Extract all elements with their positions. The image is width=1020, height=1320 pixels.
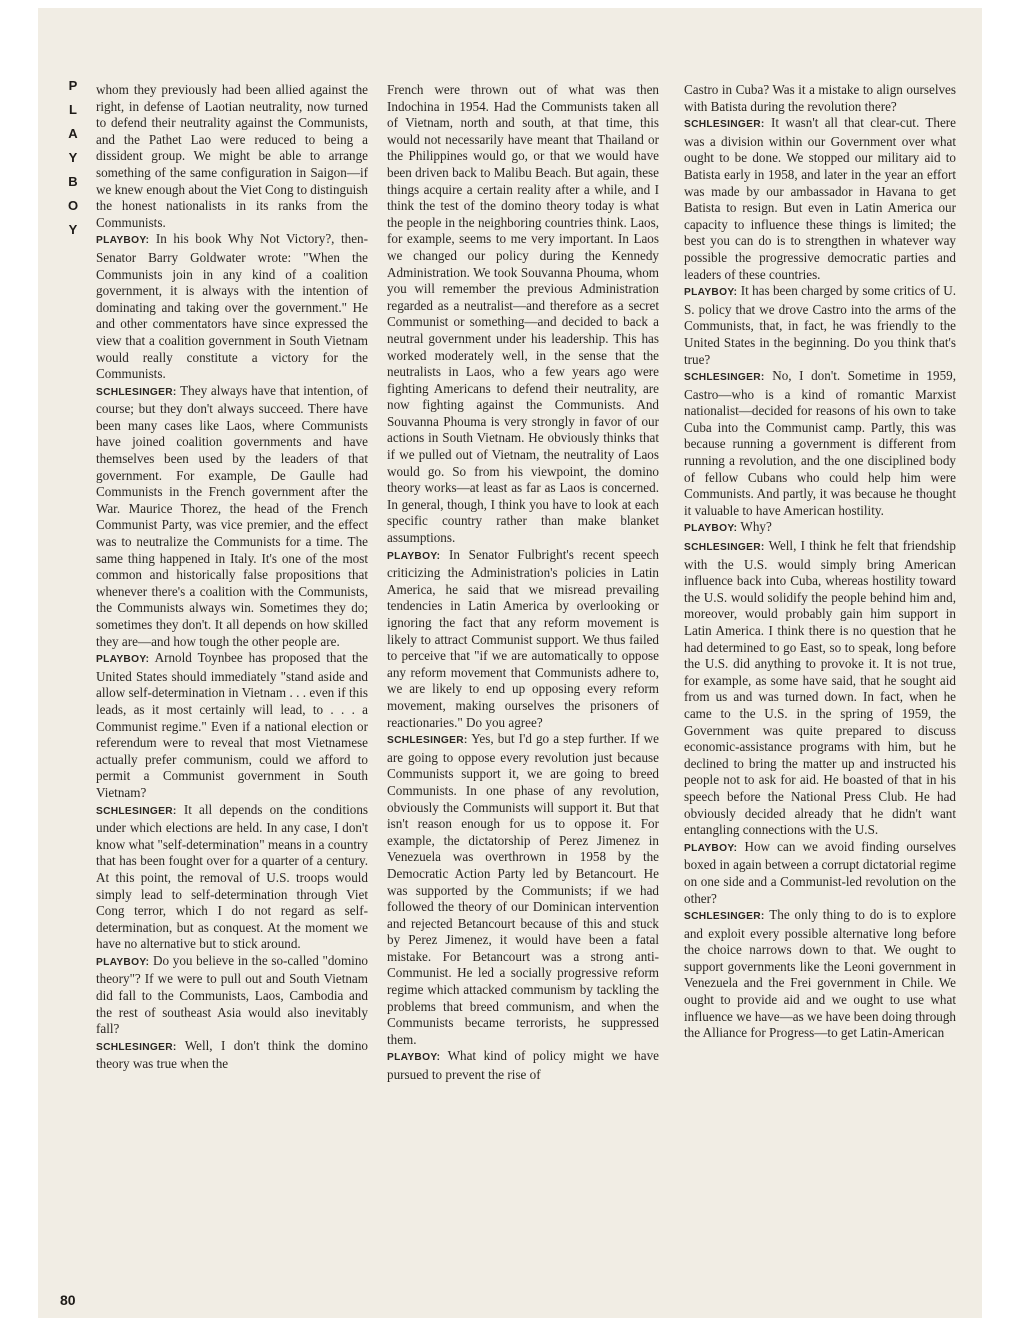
paragraph-text: In his book Why Not Victory?, then-Senator Barry Goldwater wrote: "When the Communists join in any kind of a coalition government, it is always with the intention of dominating and taking over the government." He and other commentators have since expressed the view that a coalition government in South Vietnam would really constitute a victory for the Communists. bbox=[96, 231, 368, 382]
speaker-label: PLAYBOY: bbox=[684, 842, 738, 854]
paragraph-text: The only thing to do is to explore and exploit every possible alternative long before the choice narrows down to that. We ought to support governments like the Leoni government in Venezuela and the Frei government in Chile. We ought to provide aid and we ought to use what influence we have—as we have been doing through the Alliance for Progress—to get Latin-American bbox=[684, 907, 956, 1041]
speaker-label: SCHLESINGER: bbox=[96, 386, 177, 398]
interview-paragraph bbox=[96, 802, 368, 953]
interview-paragraph bbox=[96, 953, 368, 1038]
interview-paragraph bbox=[96, 231, 368, 382]
paragraph-text: What kind of policy might we have pursued to prevent the rise of bbox=[387, 1048, 659, 1083]
speaker-label: PLAYBOY: bbox=[387, 1052, 441, 1064]
interview-paragraph bbox=[387, 1048, 659, 1083]
text-column-3 bbox=[684, 82, 956, 1304]
interview-paragraph bbox=[684, 115, 956, 283]
speaker-label: SCHLESINGER: bbox=[684, 119, 765, 131]
speaker-label: PLAYBOY: bbox=[96, 956, 150, 968]
paragraph-text: French were thrown out of what was then Indochina in 1954. Had the Communists taken all of Vietnam, north and south, at that time, this would not necessarily have meant that Thailand or the Philippines would go, or that we would have been driven back to Malibu Beach. But again, these things acquire a certain reality after a while, and I think the test of the domino theory today is what the people in the neighboring countries think. Laos, for example, seems to me very important. In Laos we changed our policy during the Kennedy Administration. We took Souvanna Phouma, whom you will remember the previous Administration regarded as a neutralist—and therefore as a secret Communist or something—and decided to back a neutral government under his leadership. This has worked moderately well, in the sense that the neutralists in Laos, who a few years ago were fighting Americans to defend their neutrality, are now fighting against the Communists. And Souvanna Phouma is very strongly in favor of our actions in South Vietnam. He obviously thinks that if we pulled out of Vietnam, the neutrality of Laos would go. So from his viewpoint, the domino theory works—at least as far as Laos is concerned. In general, though, I think you have to look at each specific country rather than make blanket assumptions. bbox=[387, 82, 659, 546]
speaker-label: SCHLESINGER: bbox=[684, 542, 765, 554]
interview-paragraph bbox=[96, 383, 368, 651]
interview-paragraph bbox=[387, 82, 659, 547]
paragraph-text: Yes, but I'd go a step further. If we are going to oppose every revolution just because Communists support it, we are going to breed Communists. In one phase of any revolution, obviously the Communists will support it. But that isn't reason enough for us to oppose it. For example, the dictatorship of Perez Jimenez in Venezuela was overthrown in 1958 by the Democratic Action Party led by Betancourt. He was supported by the Communists; if we had followed the theory of our Dominican intervention and rejected Betancourt because of this and stuck by Perez Jimenez, it would have been a fatal mistake. For Betancourt was a strong anti-Communist. He led a socially progressive reform regime which attacked communism by tackling the problems that breed communism, and when the Communists became terrorists, he suppressed them. bbox=[387, 731, 659, 1047]
paragraph-text: It wasn't all that clear-cut. There was a division within our Government over what ought to be done. We stopped our military aid to Batista early in 1958, and later in the year an effort was made by our ambassador in Havana to get Batista to resign. But even in Latin America our capacity to influence these things is limited; the best you can do is to strengthen in whatever way possible the progressive democratic parties and leaders of these countries. bbox=[684, 115, 956, 282]
paragraph-text: Arnold Toynbee has proposed that the United States should immediately "stand aside and allow self-determination in Vietnam . . . even if this leads, as it most certainly will lead, to . . . a Communist regime." Even if a national election or referendum were to reveal that most Vietnamese actually prefer communism, could we afford to permit a Communist government in South Vietnam? bbox=[96, 650, 368, 800]
interview-paragraph bbox=[684, 368, 956, 519]
paragraph-text: Well, I don't think the domino theory was true when the bbox=[96, 1037, 368, 1072]
interview-paragraph bbox=[96, 650, 368, 801]
text-column-1 bbox=[96, 82, 368, 1304]
magazine-page bbox=[38, 8, 982, 1318]
speaker-label: PLAYBOY: bbox=[387, 550, 441, 562]
paragraph-text: How can we avoid finding ourselves boxed in again between a corrupt dictatorial regime on one side and a Communist-led revolution on the other? bbox=[684, 838, 956, 906]
speaker-label: SCHLESINGER: bbox=[387, 735, 468, 747]
paragraph-text: whom they previously had been allied against the right, in defense of Laotian neutrality, now turned to defend their neutrality against the Communists, and the Pathet Lao were reduced to being a dissident group. We might be able to arrange something of the same configuration in Saigon—if we knew enough about the Viet Cong to distinguish the honest nationalists in its ranks from the Communists. bbox=[96, 82, 368, 230]
interview-paragraph bbox=[684, 907, 956, 1042]
speaker-label: PLAYBOY: bbox=[684, 287, 738, 299]
speaker-label: PLAYBOY: bbox=[96, 654, 150, 666]
paragraph-text: No, I don't. Sometime in 1959, Castro—who is a kind of romantic Marxist nationalist—decided for reasons of his own to take Cuba into the Communist camp. Partly, this was because running a government is different from running a revolution, and the one disciplined body of fellow Cubans who could help him were Communists. And partly, it was because he thought it valuable to have American hostility. bbox=[684, 368, 956, 518]
paragraph-text: Why? bbox=[740, 519, 772, 535]
speaker-label: PLAYBOY: bbox=[96, 235, 150, 247]
speaker-label: SCHLESINGER: bbox=[96, 1041, 177, 1053]
paragraph-text: Castro in Cuba? Was it a mistake to align ourselves with Batista during the revolution there? bbox=[684, 82, 956, 114]
speaker-label: SCHLESINGER: bbox=[684, 911, 765, 923]
paragraph-text: Well, I think he felt that friendship with the U.S. would simply bring American influence back into Cuba, whereas hostility toward the U.S. would solidify the people behind him and, moreover, would probably gain him support in Latin America. I think there is no question that he had determined to go East, so to speak, long before the U.S. did anything to provoke it. It is not true, for example, as some have said, that he sought aid from us and was turned down. In fact, when he came to the U.S. in the spring of 1959, the Government was quite prepared to discuss economic-assistance programs with him, but he declined to bring the matter up and instructed his people not to ask for aid. He boasted of that in his speech before the National Press Club. He had obviously decided already that he didn't want entangling connections with the U.S. bbox=[684, 538, 956, 838]
interview-paragraph bbox=[96, 82, 368, 231]
paragraph-text: They always have that intention, of course; but they don't always succeed. There have been many cases like Laos, where Communists have joined coalition governments and have themselves been used by the leaders of that government. For example, De Gaulle had Communists in the French government after the War. Maurice Thorez, the head of the French Communist Party, was vice premier, and the effect was to neutralize the Communists for a time. The same thing happened in Italy. It's one of the most common and historically false propositions that whenever there's a coalition with the Communists, the Communists always win. Sometimes they do; sometimes they don't. It all depends on how skilled they are—and how tough the other people are. bbox=[96, 382, 368, 649]
paragraph-text: In Senator Fulbright's recent speech criticizing the Administration's policies in Latin America, he said that we misread prevailing tendencies in Latin America by overlooking or ignoring the fact that any reform movement is likely to attract Communist support. We thus failed to perceive that "if we are automatically to oppose any reform movement that Communists adhere to, we are likely to end up opposing every reform movement, making ourselves the prisoners of reactionaries." Do you agree? bbox=[387, 546, 659, 730]
interview-paragraph bbox=[684, 283, 956, 368]
interview-paragraph bbox=[684, 519, 956, 538]
page-number: 80 bbox=[60, 1292, 76, 1308]
paragraph-text: It has been charged by some critics of U. S. policy that we drove Castro into the arms of the Communists, that, in fact, he was friendly to the United States in the beginning. Do you think that's true? bbox=[684, 283, 956, 367]
interview-paragraph bbox=[684, 839, 956, 907]
paragraph-text: It all depends on the conditions under which elections are held. In any case, I don't know what "self-determination" means in a country that has been fought over for a quarter of a century. At this point, the removal of U.S. troops would simply lead to self-determination through Viet Cong terror, which I do not regard as self-determination, but as conquest. At the moment we have no alternative but to stick around. bbox=[96, 801, 368, 952]
interview-paragraph bbox=[96, 1038, 368, 1073]
interview-paragraph bbox=[387, 547, 659, 732]
interview-paragraph bbox=[684, 538, 956, 839]
text-column-2 bbox=[387, 82, 659, 1304]
interview-paragraph bbox=[684, 82, 956, 115]
running-head: P L A Y B O Y bbox=[67, 78, 79, 237]
speaker-label: SCHLESINGER: bbox=[96, 805, 177, 817]
interview-paragraph bbox=[387, 731, 659, 1048]
speaker-label: SCHLESINGER: bbox=[684, 372, 765, 384]
paragraph-text: Do you believe in the so-called "domino theory"? If we were to pull out and South Vietnam did fall to the Communists, Laos, Cambodia and the rest of southeast Asia would also inevitably fall? bbox=[96, 952, 368, 1037]
speaker-label: PLAYBOY: bbox=[684, 523, 738, 535]
